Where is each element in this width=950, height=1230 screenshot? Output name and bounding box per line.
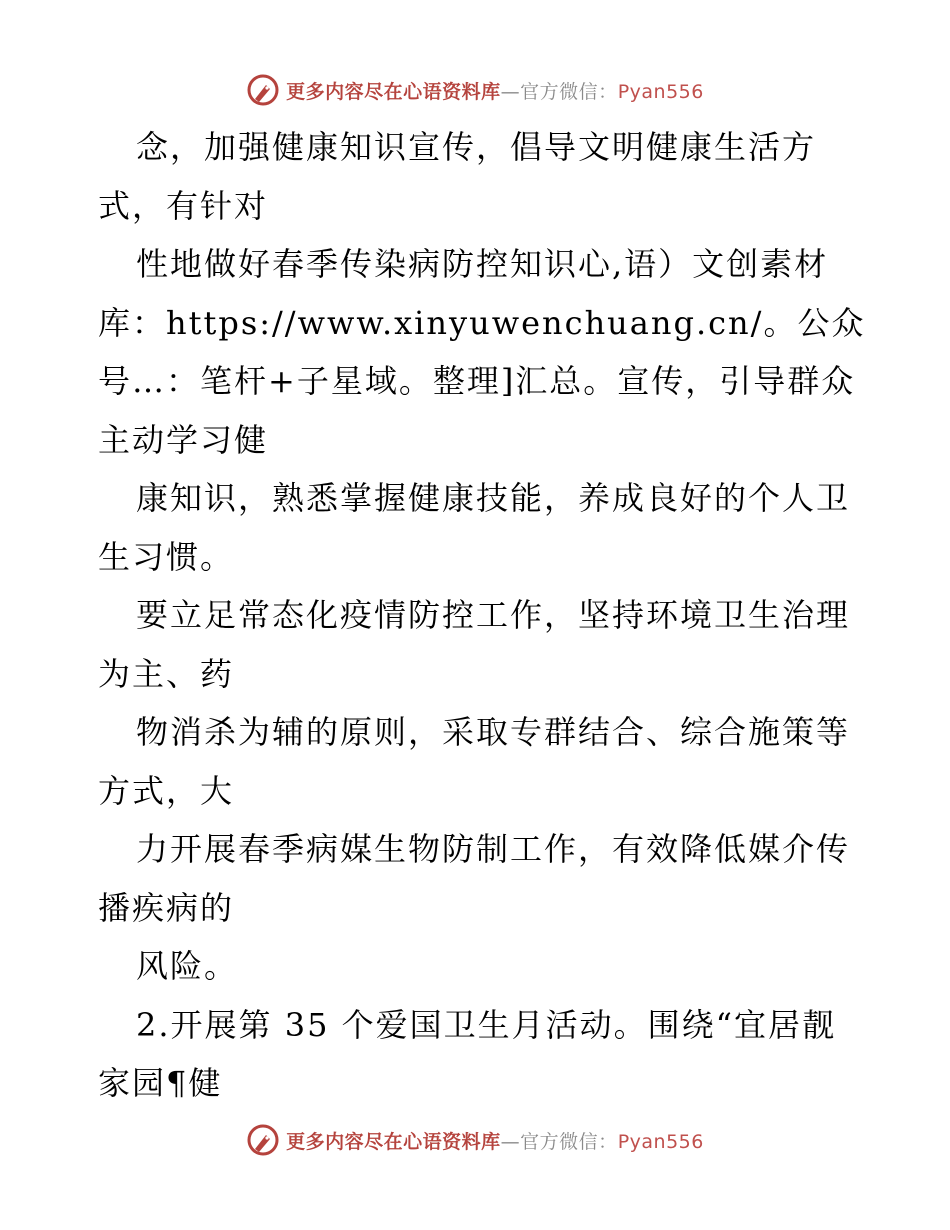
banner-dash: — — [500, 1130, 521, 1153]
text-line: 家园¶健 — [98, 1064, 223, 1102]
text-line: 要立足常态化疫情防控工作，坚持环境卫生治理 — [136, 596, 851, 634]
header-banner — [0, 70, 950, 110]
pen-nib-logo-icon — [246, 1123, 280, 1157]
banner-wechat-label: 官方微信： — [520, 80, 618, 103]
banner-text — [286, 77, 704, 104]
pen-nib-logo-icon — [246, 73, 280, 107]
text-line: 库：https://www.xinyuwenchuang.cn/。公众 — [98, 303, 866, 342]
text-line: 播疾病的 — [98, 888, 235, 927]
banner-dash: — — [500, 80, 521, 103]
text-line: 念，加强健康知识宣传，倡导文明健康生活方 — [136, 128, 817, 166]
text-line: 力开展春季病媒生物防制工作，有效降低媒介传 — [136, 830, 851, 868]
text-line: 号…：笔杆+子星域。整理]汇总。宣传，引导群众 — [98, 362, 856, 400]
text-line: 主动学习健 — [98, 420, 269, 459]
text-line: 2.开展第 35 个爱国卫生月活动。围绕“宜居靓 — [136, 1005, 836, 1044]
text-line: 性地做好春季传染病防控知识心,语）文创素材 — [136, 245, 829, 283]
banner-brand: 更多内容尽在心语资料库 — [286, 80, 501, 103]
document-body — [98, 118, 866, 1113]
text-line: 生习惯。 — [98, 537, 235, 576]
banner-wechat-id: Pyan556 — [617, 1130, 704, 1153]
text-line: 风险。 — [136, 947, 239, 985]
banner-content — [246, 1123, 704, 1157]
footer-banner — [0, 1120, 950, 1160]
text-line: 为主、药 — [98, 654, 235, 693]
text-line: 康知识，熟悉掌握健康技能，养成良好的个人卫 — [136, 479, 851, 517]
banner-wechat-label: 官方微信： — [520, 1130, 618, 1153]
banner-wechat-id: Pyan556 — [617, 80, 704, 103]
text-line: 物消杀为辅的原则，采取专群结合、综合施策等 — [136, 713, 851, 751]
text-line: 式，有针对 — [98, 186, 269, 225]
banner-brand: 更多内容尽在心语资料库 — [286, 1130, 501, 1153]
banner-content — [246, 73, 704, 107]
banner-text — [286, 1127, 704, 1154]
text-line: 方式，大 — [98, 771, 235, 810]
